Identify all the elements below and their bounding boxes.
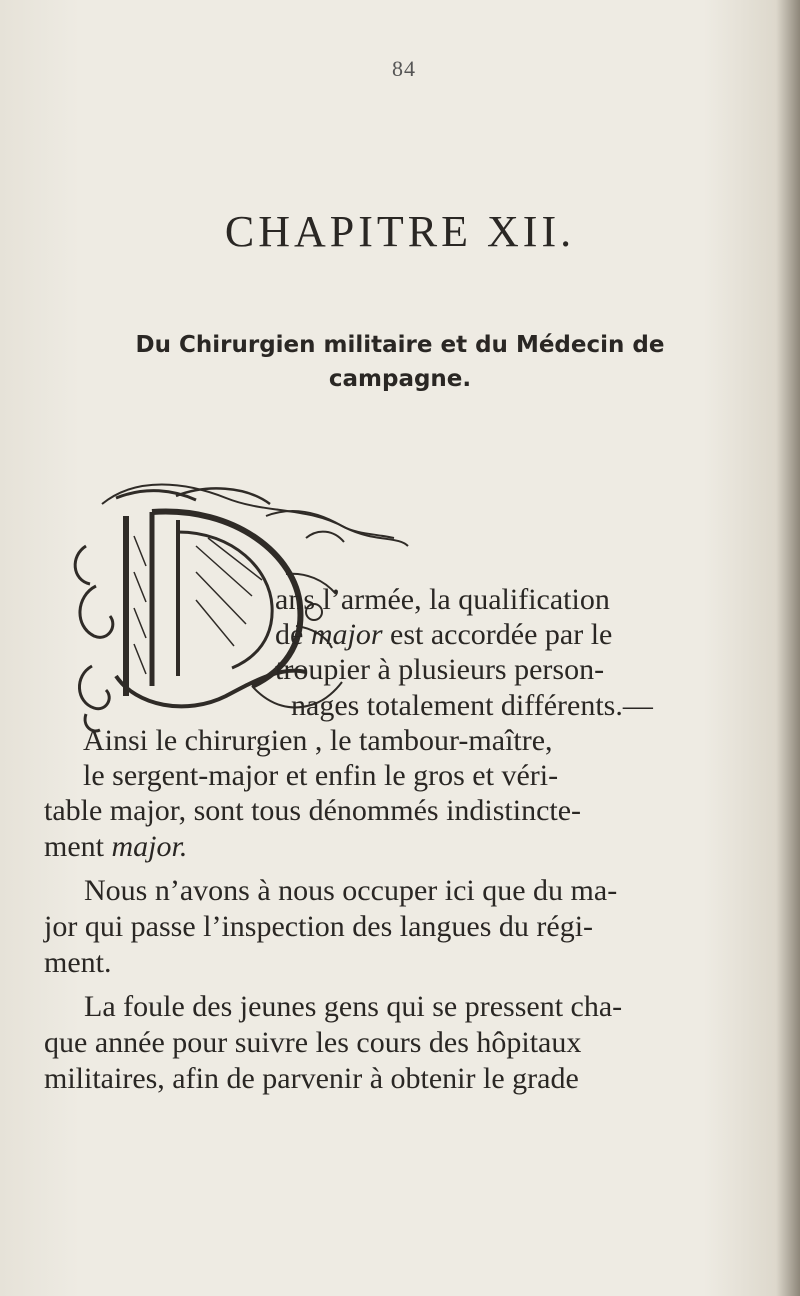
page-number: 84 [392, 56, 416, 81]
text-line: troupier à plusieurs person- [275, 653, 605, 686]
text-line: militaires, afin de parvenir à obtenir le grade [44, 1062, 579, 1095]
text-line: ment major. [44, 830, 188, 863]
italic-term: major [310, 618, 383, 651]
text-line: table major, sont tous dénommés indistincte- [44, 794, 582, 827]
text-line: que année pour suivre les cours des hôpitaux [44, 1026, 582, 1059]
subtitle-line-2: campagne. [328, 366, 472, 392]
text-line: ment. [44, 946, 112, 979]
text-line: de major est accordée par le [275, 618, 613, 651]
text-line: ans l’armée, la qualification [275, 583, 610, 616]
text-line: jor qui passe l’inspection des langues du régi- [44, 910, 594, 943]
chapter-subtitle [38, 328, 762, 396]
text-line: Ainsi le chirurgien , le tambour-maître, [83, 724, 553, 757]
chapter-title: CHAPITRE XII. [224, 207, 576, 256]
subtitle-line-1: Du Chirurgien militaire et du Médecin de [135, 332, 665, 358]
text-line: le sergent-major et enfin le gros et véri- [83, 759, 559, 792]
text-line: La foule des jeunes gens qui se pressent cha- [84, 990, 623, 1023]
italic-term: major. [111, 830, 188, 863]
text-line: Nous n’avons à nous occuper ici que du ma- [84, 874, 618, 907]
text-line: nages totalement différents.— [291, 689, 653, 722]
